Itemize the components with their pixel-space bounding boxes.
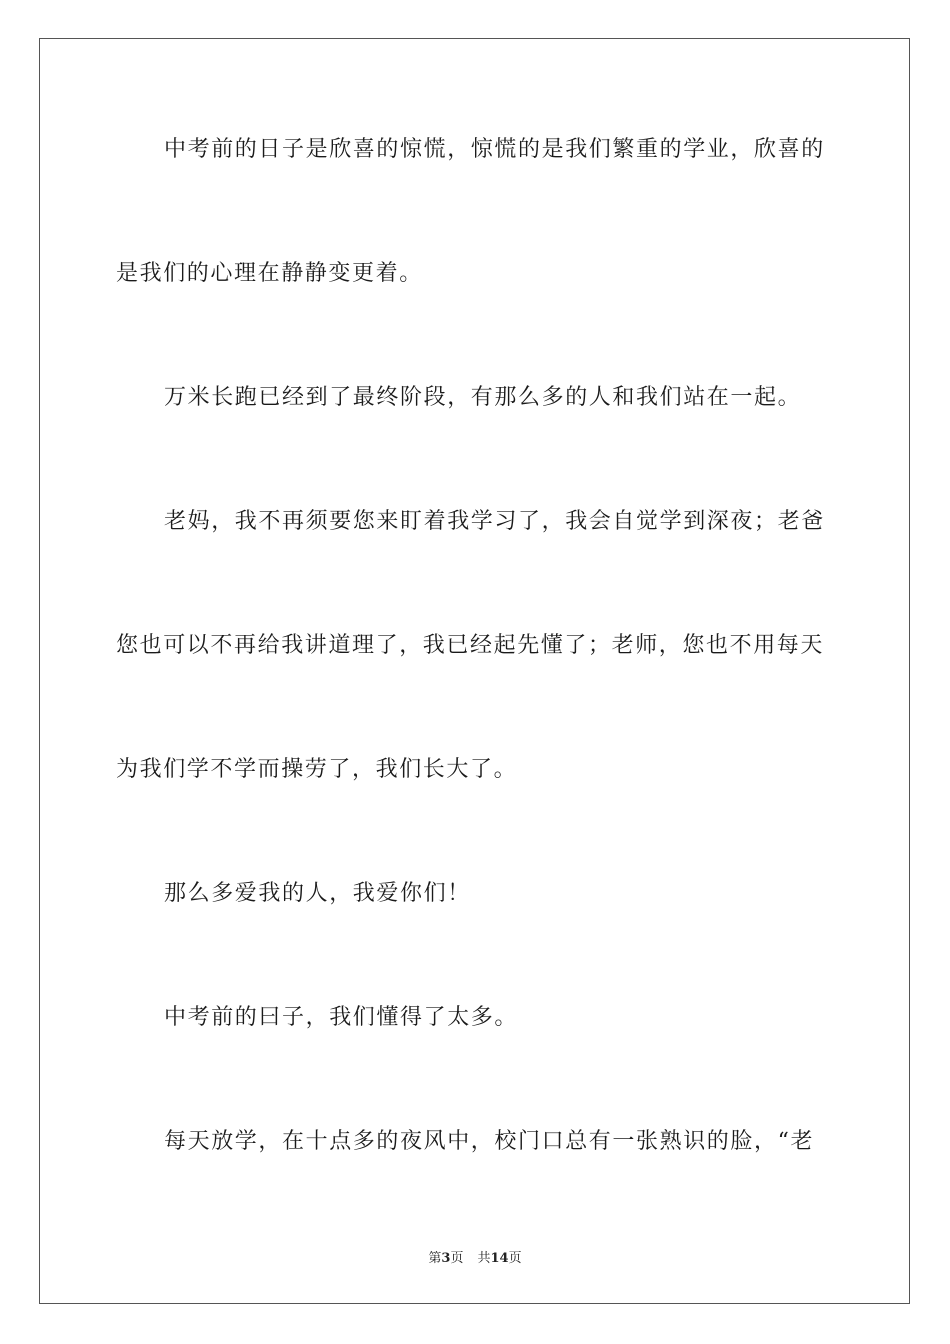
total-prefix: 共 bbox=[477, 1251, 491, 1266]
paragraph-line-3: 万米长跑已经到了最终阶段，有那么多的人和我们站在一起。 bbox=[164, 385, 802, 410]
page-border bbox=[39, 38, 910, 1304]
page-suffix: 页 bbox=[450, 1251, 464, 1266]
paragraph-line-2: 是我们的心理在静静变更着。 bbox=[116, 261, 423, 286]
page-footer bbox=[0, 1247, 950, 1266]
paragraph-line-8: 中考前的曰子，我们懂得了太多。 bbox=[164, 1005, 519, 1030]
paragraph-line-7: 那么多爱我的人，我爱你们！ bbox=[164, 881, 471, 906]
paragraph-line-1: 中考前的日子是欣喜的惊慌，惊慌的是我们繁重的学业，欣喜的 bbox=[164, 137, 825, 162]
total-suffix: 页 bbox=[508, 1251, 522, 1266]
page-prefix: 第 bbox=[428, 1251, 442, 1266]
paragraph-line-6: 为我们学不学而操劳了，我们长大了。 bbox=[116, 757, 518, 782]
page-number: 3 bbox=[441, 1251, 451, 1266]
paragraph-line-4: 老妈，我不再须要您来盯着我学习了，我会自觉学到深夜；老爸 bbox=[164, 509, 825, 534]
paragraph-line-9: 每天放学，在十点多的夜风中，校门口总有一张熟识的脸，“老 bbox=[164, 1129, 815, 1154]
total-pages: 14 bbox=[490, 1251, 509, 1266]
paragraph-line-5: 您也可以不再给我讲道理了，我已经起先懂了；老师，您也不用每天 bbox=[116, 633, 825, 658]
